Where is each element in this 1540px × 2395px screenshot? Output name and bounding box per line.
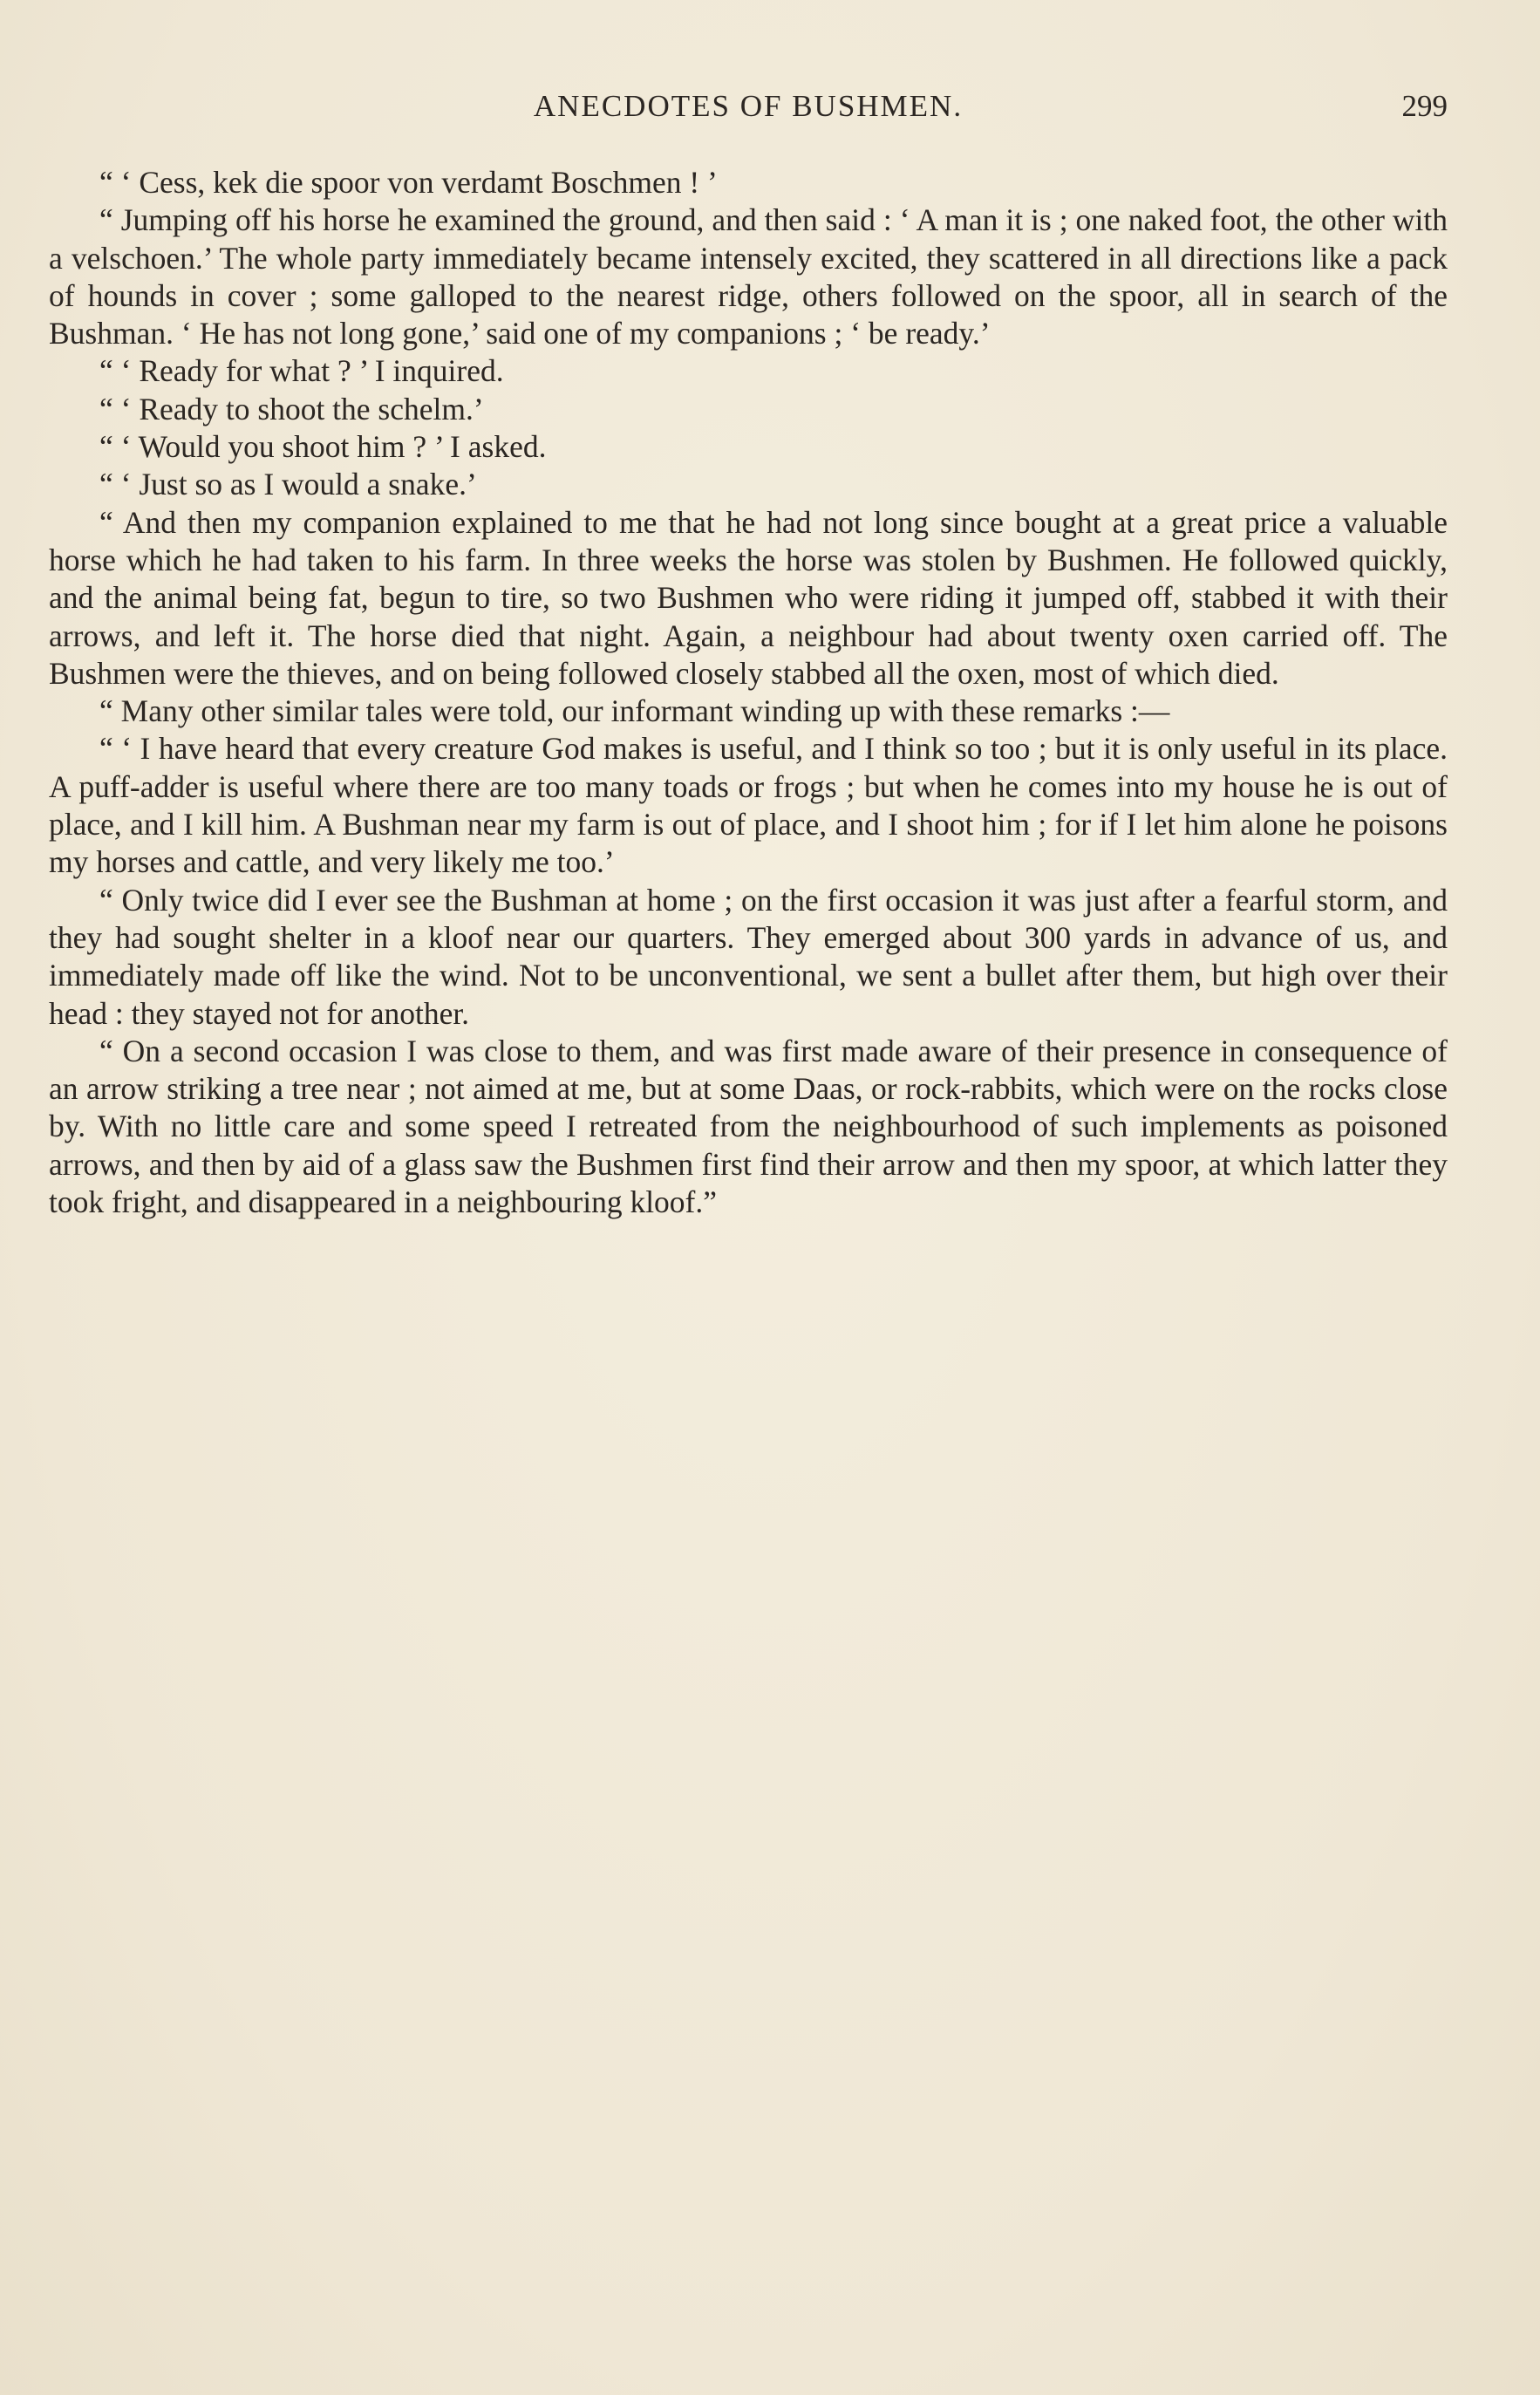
running-title: ANECDOTES OF BUSHMEN. <box>533 89 964 123</box>
paragraph: “ Many other similar tales were told, our informant winding up with these remarks :— <box>99 693 1170 729</box>
paragraph: “ ‘ Just so as I would a snake.’ <box>99 467 477 502</box>
paragraph: “ Jumping off his horse he examined the ground, and then said : ‘ A man it is ; one naked foot, the other with a velschoen.’ The whole party immediately became intensely excited, they scattered in all directions like a pack of hounds in cover ; some galloped to the nearest ridge, others followed on the spoor, all in search of the Bushman. ‘ He has not long gone,’ said one of my companions ; ‘ be ready.’ <box>49 202 1448 351</box>
paragraph: “ ‘ Ready for what ? ’ I inquired. <box>99 353 504 389</box>
paragraph: “ ‘ Would you shoot him ? ’ I asked. <box>99 429 547 465</box>
paragraph: “ On a second occasion I was close to them, and was first made aware of their presence in consequence of an arrow striking a tree near ; not aimed at me, but at some Daas, or rock-rabbits, which were on the rocks close by. With no little care and some speed I retreated from the neighbourhood of such implements as poisoned arrows, and then by aid of a glass saw the Bushmen first find their arrow and then my spoor, at which latter they took fright, and disappeared in a neighbouring kloof.” <box>49 1033 1448 1220</box>
body-text <box>49 164 1448 1221</box>
paragraph: “ ‘ Cess, kek die spoor von verdamt Boschmen ! ’ <box>99 165 718 200</box>
page-number: 299 <box>1401 89 1448 123</box>
paragraph: “ ‘ I have heard that every creature God makes is useful, and I think so too ; but it is only useful in its place. A puff-adder is useful where there are too many toads or frogs ; but when he comes into my house he is out of place, and I kill him. A Bushman near my farm is out of place, and I shoot him ; for if I let him alone he poisons my horses and cattle, and very likely me too.’ <box>49 731 1448 880</box>
running-head <box>49 84 1448 129</box>
paragraph: “ And then my companion explained to me that he had not long since bought at a great price a valuable horse which he had taken to his farm. In three weeks the horse was stolen by Bushmen. He followed quickly, and the animal being fat, begun to tire, so two Bushmen who were riding it jumped off, stabbed it with their arrows, and left it. The horse died that night. Again, a neighbour had about twenty oxen carried off. The Bushmen were the thieves, and on being followed closely stabbed all the oxen, most of which died. <box>49 504 1448 691</box>
paragraph: “ ‘ Ready to shoot the schelm.’ <box>99 391 484 426</box>
paragraph: “ Only twice did I ever see the Bushman at home ; on the first occasion it was just after a fearful storm, and they had sought shelter in a kloof near our quarters. They emerged about 300 yards in advance of us, and immediately made off like the wind. Not to be unconventional, we sent a bullet after them, but high over their head : they stayed not for another. <box>49 882 1448 1031</box>
